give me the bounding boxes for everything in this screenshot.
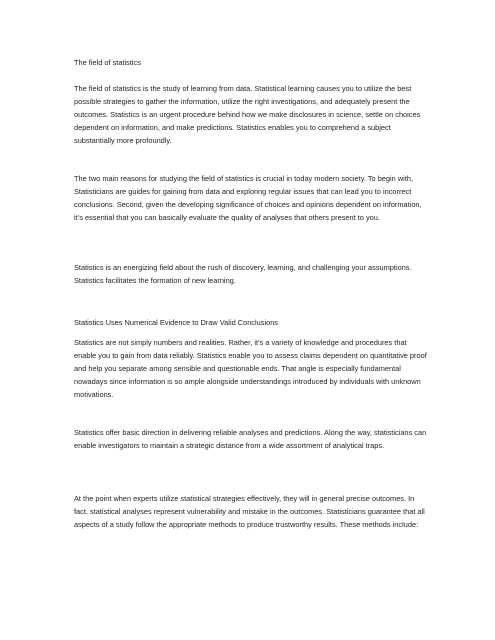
paragraph-intro: The field of statistics is the study of learning from data. Statistical learning causes you to utilize the best possible strategies to gather the information, utilize the right investigations, and adequately present the outcomes. Statistics is an urgent procedure behind how we make disclosures in science, settle on choices dependent on information, and make predictions. Statistics enables you to comprehend a subject substantially more profoundly. xyxy=(74,84,421,145)
paragraph-energizing-field: Statistics is an energizing field about the rush of discovery, learning, and challenging your assumptions. Statistics facilitates the formation of new learning. xyxy=(74,263,412,285)
paragraph-methods-intro: At the point when experts utilize statistical strategies effectively, they will in general precise outcomes. In fact, statistical analyses represent vulnerability and mistake in the outcomes. Statisticians guarantee that all aspects of a study follow the appropriate methods to produce trustworthy results. These methods include: xyxy=(74,494,425,529)
paragraph-not-simply-numbers: Statistics are not simply numbers and realities. Rather, it’s a variety of knowledge and procedures that enable you to gain from data reliably. Statistics enable you to assess claims dependent on quantitative proof and help you separate among sensible and questionable ends. That angle is especially fundamental nowadays since information is so ample alongside understandings introduced by individuals with unknown motivations. xyxy=(74,338,427,399)
document-heading: The field of statistics xyxy=(74,58,141,67)
paragraph-basic-direction: Statistics offer basic direction in delivering reliable analyses and predictions. Along the way, statisticians can enable investigators to maintain a strategic distance from a wide assortment of analytical traps. xyxy=(74,428,427,450)
section-heading-numerical-evidence: Statistics Uses Numerical Evidence to Draw Valid Conclusions xyxy=(74,318,279,327)
paragraph-reasons: The two main reasons for studying the field of statistics is crucial in today modern society. To begin with, Statisticians are guides for gaining from data and exploring regular issues that can lead you to incorrect conclusions. Second, given the developing significance of choices and opinions dependent on information, it’s essential that you can basically evaluate the quality of analyses that others present to you. xyxy=(74,174,422,222)
